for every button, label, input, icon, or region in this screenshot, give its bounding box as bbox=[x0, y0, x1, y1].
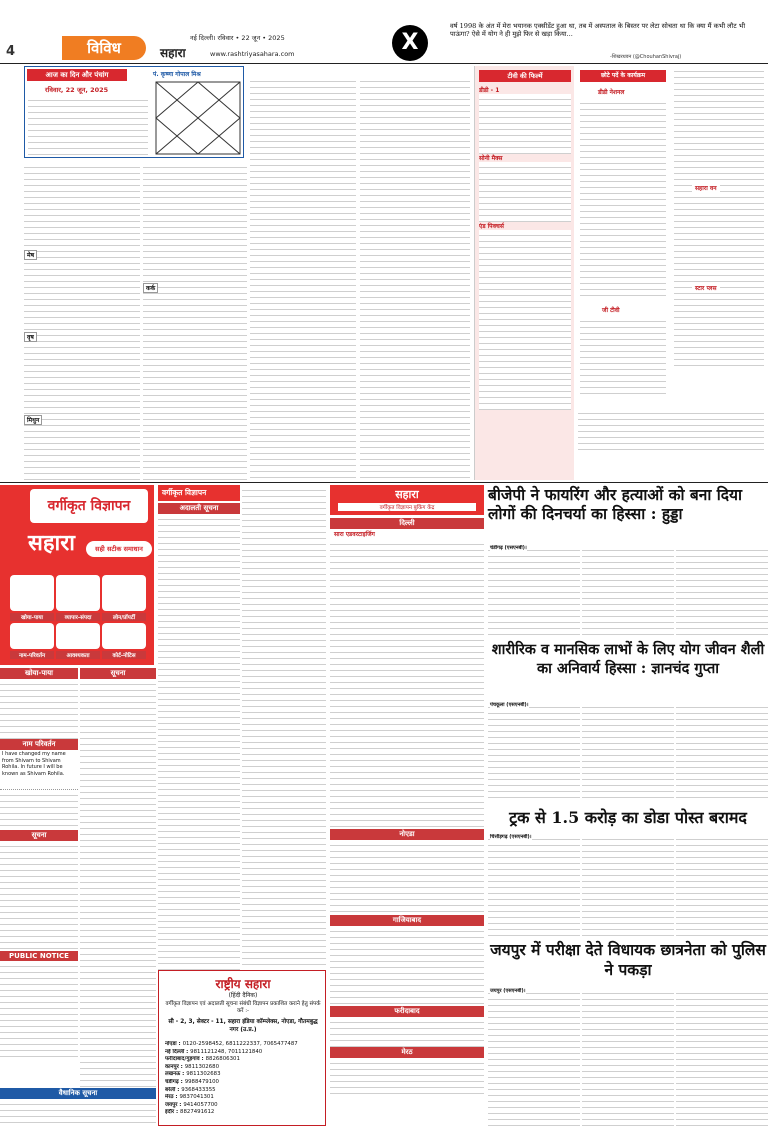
contact-city: कानपुर : bbox=[165, 1063, 185, 1070]
contact-city: जयपुर : bbox=[165, 1101, 184, 1108]
contact-row bbox=[165, 1109, 321, 1117]
booking-box bbox=[158, 970, 326, 1126]
classified-hero-title-text: वर्गीकृत विज्ञापन bbox=[47, 498, 131, 514]
story-jaipur-body bbox=[488, 988, 768, 1126]
contact-city: लखनऊ : bbox=[165, 1071, 187, 1078]
rashi-mithun: मिथुन bbox=[24, 415, 42, 425]
classified-tagline-text: सही सटीक समाधान bbox=[95, 545, 143, 553]
tile-label-3: नाम-परिवर्तन bbox=[10, 651, 54, 659]
quote-author: -शिखरधवन (@ChouhanShivraj) bbox=[610, 54, 682, 60]
panchang-author: पं. कृष्णा गोपाल मिश्र bbox=[153, 71, 201, 78]
offices-brand: सहारा bbox=[395, 488, 419, 501]
panchang-title bbox=[27, 69, 127, 81]
tv-channel-sahara-one: सहारा वन bbox=[692, 184, 720, 192]
story-doda-body bbox=[488, 834, 768, 938]
contact-city: नोएडा : bbox=[165, 1041, 183, 1047]
contact-city: नई दिल्ली : bbox=[165, 1048, 191, 1055]
rashi-column-4 bbox=[360, 66, 470, 480]
classified-brand bbox=[28, 527, 75, 557]
tv-films-title bbox=[479, 70, 571, 82]
contact-phone: 9837041301 bbox=[179, 1094, 214, 1101]
contact-city: चंडीगढ़ : bbox=[165, 1078, 185, 1085]
tv-programs-list-1 bbox=[580, 98, 666, 298]
official-notice bbox=[0, 1088, 156, 1128]
tile-name-change bbox=[10, 623, 54, 649]
masthead-rule bbox=[0, 63, 768, 64]
panchang-date: रविवार, 22 जून, 2025 bbox=[45, 86, 109, 94]
dateline-chd: चंडीगढ़ (एसएनबी)। bbox=[490, 545, 527, 551]
tv-programs-list-2 bbox=[580, 316, 666, 396]
tile-loan bbox=[102, 575, 146, 611]
contact-row bbox=[165, 1056, 321, 1064]
booking-note: वर्गीकृत विज्ञापन एवं अदालती सूचना संबंधी विज्ञापन प्रकाशित कराने हेतु संपर्क करें :- bbox=[165, 1001, 321, 1014]
tile-label-0: खोया-पाया bbox=[10, 613, 54, 621]
cat-legal-notice: अदालती सूचना bbox=[158, 503, 240, 514]
tv-films-title-text: टीवी की फिल्में bbox=[507, 72, 543, 80]
contact-phone: 9811302680 bbox=[184, 1063, 220, 1070]
dateline-jp: जयपुर (एसएनबी)। bbox=[490, 988, 526, 994]
tv-programs-title bbox=[580, 70, 666, 82]
headline-jaipur: जयपुर में परीक्षा देते विधायक छात्रनेता को पुलिस ने पकड़ा bbox=[490, 940, 766, 979]
city-meerut: मेरठ bbox=[330, 1047, 484, 1058]
tile-label-5: कोर्ट-नोटिस bbox=[102, 651, 146, 659]
name-change-en: I have changed my name from Shivam to Shivam Rohila. In future I will be known as Shivam Rohila. bbox=[0, 750, 78, 790]
kundli-chart bbox=[155, 81, 241, 155]
classified-col3-header bbox=[158, 485, 240, 501]
classified-tagline bbox=[86, 541, 152, 557]
website: www.rashtriyasahara.com bbox=[210, 50, 295, 58]
city-faridabad: फरीदाबाद bbox=[330, 1006, 484, 1017]
tile-label-1: व्यापार-संपदा bbox=[56, 613, 100, 621]
tv-channel-zee: जी टीवी bbox=[602, 307, 620, 314]
panchang-box bbox=[24, 66, 244, 158]
contact-row bbox=[165, 1064, 321, 1072]
tile-lost-found bbox=[10, 575, 54, 611]
classified-hero bbox=[0, 485, 154, 665]
tv-programs-list-3 bbox=[674, 66, 764, 366]
quote-text: वर्ष 1998 के अंत में मेरा भयानक एक्सीडेंट हुआ था, तब में अस्पताल के बिस्तर पर लेटा सोचता था कि क्या मैं कभी लौट भी पाऊंगा? ऐसे में योग ने ही मुझे फिर से खड़ा किया... bbox=[450, 22, 746, 38]
story-yoga bbox=[488, 640, 768, 800]
rashi-column-mid bbox=[143, 162, 247, 480]
booking-address: सी - 2, 3, सेक्टर - 11, सहारा इंडिया कॉम्प्लेक्स, नोएडा, गौतमबुद्ध नगर (उ.प्र.) bbox=[168, 1019, 318, 1033]
dateline: नई दिल्ली। रविवार • 22 जून • 2025 bbox=[190, 34, 285, 42]
tv-channel-star-plus: स्टार प्लस bbox=[692, 284, 720, 292]
rashi-vrish: वृष bbox=[24, 332, 37, 342]
classified-col-2 bbox=[80, 668, 156, 1088]
x-logo-icon: X bbox=[392, 25, 428, 61]
offices-header bbox=[330, 485, 484, 515]
rashi-kark: कर्क bbox=[143, 283, 158, 293]
booking-contacts bbox=[165, 1041, 321, 1117]
contact-row bbox=[165, 1079, 321, 1087]
section-label bbox=[62, 36, 146, 60]
contact-city: फरीदाबाद/गुड़गांव : bbox=[165, 1056, 206, 1063]
headline-yoga: शारीरिक व मानसिक लाभों के लिए योग जीवन शैली का अनिवार्य हिस्सा : ज्ञानचंद गुप्ता bbox=[491, 641, 765, 677]
tile-label-4: आवश्यकता bbox=[56, 651, 100, 659]
booking-title: राष्ट्रीय सहारा bbox=[215, 977, 271, 991]
tv-footer-note bbox=[578, 408, 764, 450]
contact-row bbox=[165, 1094, 321, 1102]
section-rule bbox=[0, 482, 768, 483]
cat-notice-2: सूचना bbox=[80, 668, 156, 679]
city-ghaziabad: गाजियाबाद bbox=[330, 915, 484, 926]
cat-lost-found: खोया-पाया bbox=[0, 668, 78, 679]
rashi-column-3 bbox=[250, 66, 356, 480]
contact-phone: 8826806301 bbox=[205, 1056, 240, 1063]
panchang-title-text: आज का दिन और पंचांग bbox=[45, 71, 109, 79]
contact-row bbox=[165, 1041, 321, 1049]
tv-channel-sony: सोनी मैक्स bbox=[479, 155, 503, 162]
tv-channel-and: एंड पिक्चर्स bbox=[479, 223, 504, 230]
page-number: 4 bbox=[6, 44, 16, 59]
tile-business bbox=[56, 575, 100, 611]
brand-text: सहारा bbox=[160, 46, 186, 60]
offices-title: वर्गीकृत विज्ञापन बुकिंग केंद्र bbox=[338, 503, 476, 511]
booking-sub: (हिंदी दैनिक) bbox=[228, 992, 258, 999]
contact-city: मेरठ : bbox=[165, 1094, 180, 1101]
classified-col3-header-text: वर्गीकृत विज्ञापन bbox=[162, 488, 207, 497]
tv-programs-title-text: छोटे पर्दे के कार्यक्रम bbox=[600, 72, 646, 79]
cat-notice: सूचना bbox=[0, 830, 78, 841]
contact-row bbox=[165, 1102, 321, 1110]
offices-column bbox=[330, 485, 484, 1125]
headline-doda: ट्रक से 1.5 करोड़ का डोडा पोस्त बरामद bbox=[509, 808, 747, 827]
rashi-mesh: मेष bbox=[24, 250, 37, 260]
contact-city: बरेली : bbox=[165, 1086, 182, 1093]
tv-channel-dd1: डीडी - 1 bbox=[479, 87, 500, 94]
city-noida: नोएडा bbox=[330, 829, 484, 840]
top-quote bbox=[450, 22, 762, 52]
contact-phone: 9811302683 bbox=[186, 1071, 221, 1078]
agency-name: सारा एडवरटाइजिंग bbox=[334, 531, 375, 538]
tv-films-box bbox=[474, 66, 574, 480]
city-delhi: दिल्ली bbox=[330, 518, 484, 529]
story-hooda bbox=[488, 485, 768, 637]
classified-col-1 bbox=[0, 668, 78, 1124]
classified-hero-title bbox=[30, 489, 148, 523]
classified-brand-text: सहारा bbox=[28, 530, 75, 556]
contact-phone: 9368433355 bbox=[181, 1086, 216, 1093]
story-hooda-body bbox=[488, 545, 768, 637]
contact-phone: 9988479100 bbox=[184, 1078, 219, 1085]
brand-logo bbox=[160, 44, 200, 60]
tile-label-2: लोन/प्रॉपर्टी bbox=[102, 613, 146, 621]
cat-name-change: नाम परिवर्तन bbox=[0, 739, 78, 750]
cat-public-notice: PUBLIC NOTICE bbox=[0, 951, 78, 961]
section-title: विविध bbox=[87, 39, 121, 57]
tile-requirement bbox=[56, 623, 100, 649]
contact-phone: 8827491612 bbox=[180, 1109, 215, 1116]
tile-court bbox=[102, 623, 146, 649]
story-doda bbox=[488, 808, 768, 938]
official-notice-title: वैधानिक सूचना bbox=[0, 1088, 156, 1099]
story-jaipur bbox=[488, 940, 768, 1126]
contact-city: इंदौर : bbox=[165, 1109, 181, 1116]
tv-films-list bbox=[479, 86, 571, 476]
story-yoga-body bbox=[488, 702, 768, 798]
headline-hooda: बीजेपी ने फायरिंग और हत्याओं को बना दिया लोगों की दिनचर्या का हिस्सा : हुड्डा bbox=[488, 485, 742, 523]
dateline-ch: चित्तौड़गढ़ (एसएनबी)। bbox=[490, 834, 532, 840]
masthead bbox=[0, 0, 768, 62]
contact-row bbox=[165, 1071, 321, 1079]
rashi-column-left bbox=[24, 162, 140, 480]
contact-row bbox=[165, 1049, 321, 1057]
dateline-pkl: पंचकूला (एसएनबी)। bbox=[490, 702, 529, 708]
panchang-body bbox=[28, 95, 148, 155]
contact-row bbox=[165, 1087, 321, 1095]
contact-phone: 0120-2598452, 6811222337, 7065477487 bbox=[182, 1041, 298, 1047]
contact-phone: 9414057700 bbox=[183, 1101, 218, 1108]
contact-phone: 9811121248, 7011121840 bbox=[190, 1048, 263, 1055]
tv-channel-dd-national: डीडी नेशनल bbox=[598, 89, 625, 96]
